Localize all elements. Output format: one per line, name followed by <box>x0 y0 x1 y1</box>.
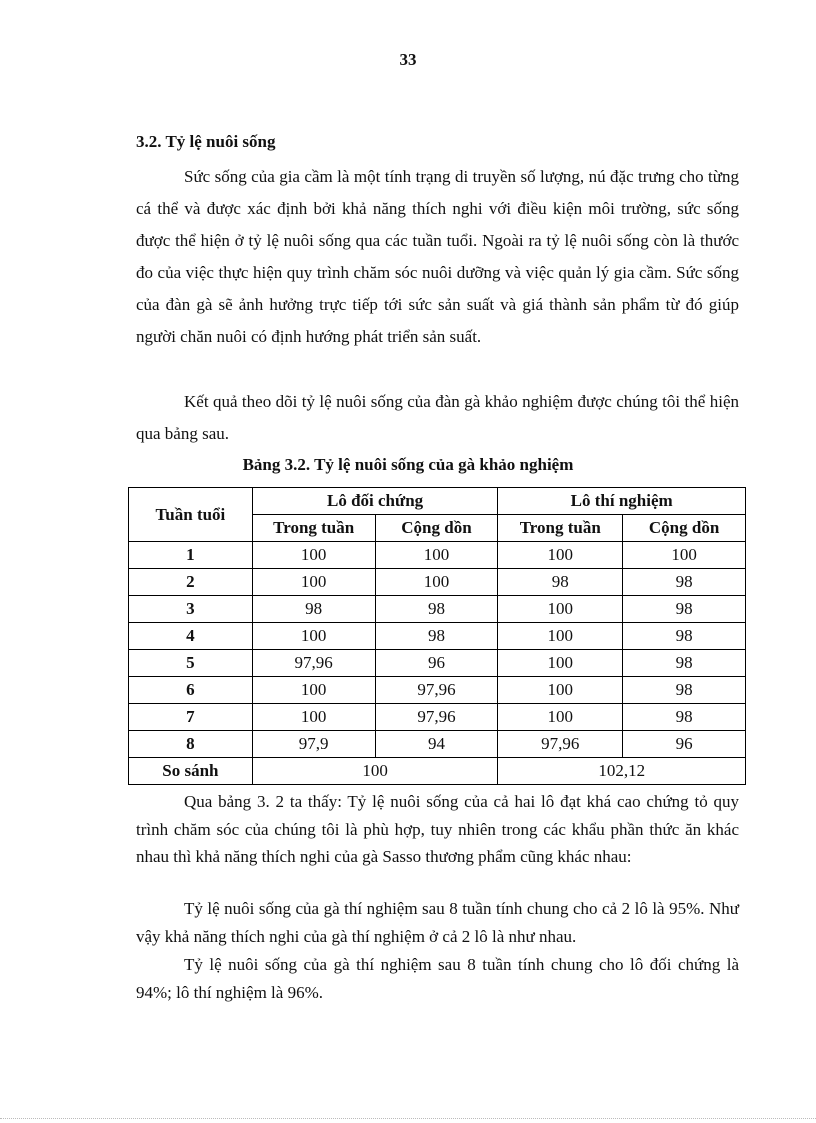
cell-week: 3 <box>129 596 253 623</box>
cell-experiment-cumulative: 98 <box>623 569 746 596</box>
table-row <box>129 623 746 650</box>
cell-week: 2 <box>129 569 253 596</box>
cell-experiment-cumulative: 98 <box>623 596 746 623</box>
cell-control-cumulative: 98 <box>375 596 498 623</box>
paragraph-group-rates <box>136 951 739 1007</box>
cell-experiment-cumulative: 98 <box>623 623 746 650</box>
cell-experiment-week: 100 <box>498 677 623 704</box>
paragraph-group-rates-text: Tỷ lệ nuôi sống của gà thí nghiệm sau 8 tuần tính chung cho lô đối chứng là 94%; lô thí nghiệm là 96%. <box>136 955 739 1002</box>
cell-experiment-cumulative: 96 <box>623 731 746 758</box>
cell-week: 8 <box>129 731 253 758</box>
cell-compare-label: So sánh <box>129 758 253 785</box>
cell-control-week: 98 <box>252 596 375 623</box>
paragraph-overall-rate <box>136 895 739 951</box>
cell-week: 7 <box>129 704 253 731</box>
section-heading: 3.2. Tỷ lệ nuôi sống <box>136 132 276 151</box>
cell-week: 5 <box>129 650 253 677</box>
cell-control-week: 100 <box>252 623 375 650</box>
subheader-control-cumulative: Cộng dồn <box>375 515 498 542</box>
cell-experiment-cumulative: 98 <box>623 704 746 731</box>
cell-control-week: 97,96 <box>252 650 375 677</box>
cell-control-week: 100 <box>252 542 375 569</box>
table-row <box>129 704 746 731</box>
cell-experiment-week: 100 <box>498 650 623 677</box>
cell-week: 1 <box>129 542 253 569</box>
cell-control-week: 100 <box>252 569 375 596</box>
paragraph-results-lead-text: Kết quả theo dõi tỷ lệ nuôi sống của đàn gà khảo nghiệm được chúng tôi thể hiện qua bảng sau. <box>136 392 739 443</box>
cell-control-cumulative: 94 <box>375 731 498 758</box>
cell-experiment-week: 100 <box>498 596 623 623</box>
paragraph-overall-rate-text: Tỷ lệ nuôi sống của gà thí nghiệm sau 8 tuần tính chung cho cả 2 lô là 95%. Như vậy khả năng thích nghi của gà thí nghiệm ở cả 2 lô là như nhau. <box>136 899 739 946</box>
cell-compare-experiment: 102,12 <box>498 758 746 785</box>
cell-experiment-week: 100 <box>498 623 623 650</box>
paragraph-results-lead <box>136 386 739 450</box>
cell-control-cumulative: 100 <box>375 542 498 569</box>
survival-rate-table <box>128 487 746 785</box>
table-row <box>129 731 746 758</box>
page-number: 33 <box>399 50 417 69</box>
table-caption: Bảng 3.2. Tỷ lệ nuôi sống của gà khảo nghiệm <box>242 455 574 474</box>
cell-control-cumulative: 97,96 <box>375 677 498 704</box>
subheader-experiment-cumulative: Cộng dồn <box>623 515 746 542</box>
cell-compare-control: 100 <box>252 758 498 785</box>
page-bottom-rule <box>0 1118 816 1119</box>
cell-control-week: 100 <box>252 677 375 704</box>
table-row <box>129 569 746 596</box>
table-row <box>129 650 746 677</box>
cell-experiment-cumulative: 98 <box>623 677 746 704</box>
subheader-control-in-week: Trong tuần <box>252 515 375 542</box>
table-header-row <box>129 488 746 515</box>
cell-control-cumulative: 96 <box>375 650 498 677</box>
paragraph-analysis-text: Qua bảng 3. 2 ta thấy: Tỷ lệ nuôi sống của cả hai lô đạt khá cao chứng tỏ quy trình chăm sóc của chúng tôi là phù hợp, tuy nhiên trong các khẩu phần thức ăn khác nhau thì khả năng thích nghi của gà Sasso thương phẩm cũng khác nhau: <box>136 792 739 866</box>
table-row <box>129 677 746 704</box>
cell-week: 4 <box>129 623 253 650</box>
cell-experiment-week: 100 <box>498 542 623 569</box>
subheader-experiment-in-week: Trong tuần <box>498 515 623 542</box>
paragraph-analysis <box>136 788 739 871</box>
table-row <box>129 542 746 569</box>
paragraph-intro <box>136 161 739 353</box>
table-row <box>129 596 746 623</box>
cell-experiment-week: 100 <box>498 704 623 731</box>
cell-control-cumulative: 98 <box>375 623 498 650</box>
table-compare-row <box>129 758 746 785</box>
cell-control-week: 97,9 <box>252 731 375 758</box>
cell-experiment-week: 97,96 <box>498 731 623 758</box>
paragraph-intro-text: Sức sống của gia cầm là một tính trạng di truyền số lượng, nú đặc trưng cho từng cá thể và được xác định bởi khả năng thích nghi với điều kiện môi trường, sức sống được thể hiện ở tỷ lệ nuôi sống qua các tuần tuổi. Ngoài ra tỷ lệ nuôi sống còn là thước đo của việc thực hiện quy trình chăm sóc nuôi dưỡng và việc quản lý gia cầm. Sức sống của đàn gà sẽ ảnh hưởng trực tiếp tới sức sản suất và giá thành sản phẩm từ đó giúp người chăn nuôi có định hướng phát triển sản suất. <box>136 167 739 346</box>
cell-control-cumulative: 100 <box>375 569 498 596</box>
header-experiment-group: Lô thí nghiệm <box>498 488 746 515</box>
header-week: Tuần tuổi <box>129 488 253 542</box>
cell-week: 6 <box>129 677 253 704</box>
cell-control-week: 100 <box>252 704 375 731</box>
cell-experiment-week: 98 <box>498 569 623 596</box>
cell-experiment-cumulative: 100 <box>623 542 746 569</box>
cell-control-cumulative: 97,96 <box>375 704 498 731</box>
header-control-group: Lô đối chứng <box>252 488 498 515</box>
cell-experiment-cumulative: 98 <box>623 650 746 677</box>
